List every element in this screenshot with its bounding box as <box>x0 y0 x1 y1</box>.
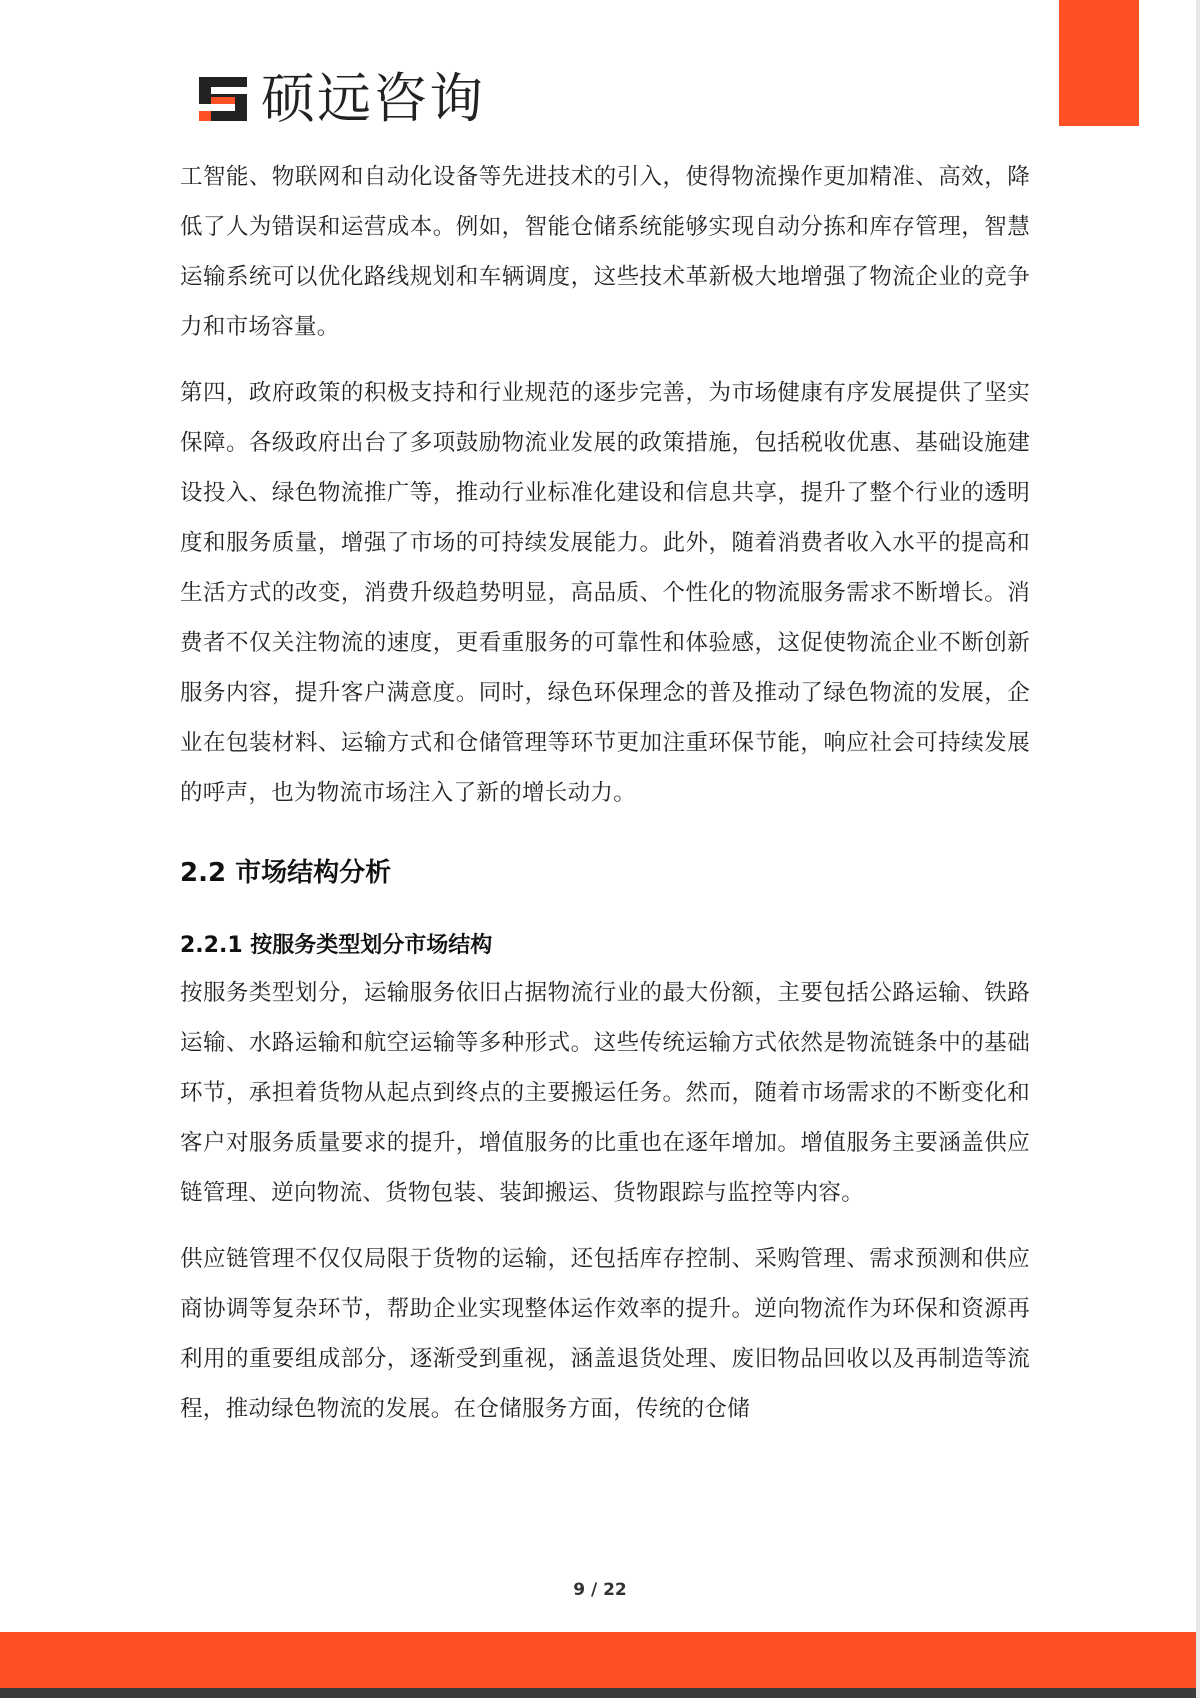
brand-name: 硕远咨询 <box>261 67 485 130</box>
page-number: 9 / 22 <box>573 1580 627 1600</box>
body-paragraph: 第四，政府政策的积极支持和行业规范的逐步完善，为市场健康有序发展提供了坚实保障。各级政府出台了多项鼓励物流业发展的政策措施，包括税收优惠、基础设施建设投入、绿色物流推广等，推动行业标准化建设和信息共享，提升了整个行业的透明度和服务质量，增强了市场的可持续发展能力。此外，随着消费者收入水平的提高和生活方式的改变，消费升级趋势明显，高品质、个性化的物流服务需求不断增长。消费者不仅关注物流的速度，更看重服务的可靠性和体验感，这促使物流企业不断创新服务内容，提升客户满意度。同时，绿色环保理念的普及推动了绿色物流的发展，企业在包装材料、运输方式和仓储管理等环节更加注重环保节能，响应社会可持续发展的呼声，也为物流市场注入了新的增长动力。 <box>180 380 1030 806</box>
subsection-heading: 2.2.1 按服务类型划分市场结构 <box>180 933 493 958</box>
corner-accent-tab <box>1059 0 1139 126</box>
body-paragraph: 按服务类型划分，运输服务依旧占据物流行业的最大份额，主要包括公路运输、铁路运输、水路运输和航空运输等多种形式。这些传统运输方式依然是物流链条中的基础环节，承担着货物从起点到终点的主要搬运任务。然而，随着市场需求的不断变化和客户对服务质量要求的提升，增值服务的比重也在逐年增加。增值服务主要涵盖供应链管理、逆向物流、货物包装、装卸搬运、货物跟踪与监控等内容。 <box>180 980 1030 1206</box>
brand-logo <box>195 68 485 130</box>
viewer-right-edge <box>1196 0 1200 1698</box>
section-heading: 2.2 市场结构分析 <box>180 858 392 888</box>
viewer-bottom-edge <box>0 1688 1200 1698</box>
document-body <box>180 152 1030 1434</box>
body-paragraph: 供应链管理不仅仅局限于货物的运输，还包括库存控制、采购管理、需求预测和供应商协调等复杂环节，帮助企业实现整体运作效率的提升。逆向物流作为环保和资源再利用的重要组成部分，逐渐受到重视，涵盖退货处理、废旧物品回收以及再制造等流程，推动绿色物流的发展。在仓储服务方面，传统的仓储 <box>180 1246 1030 1422</box>
s-logo-icon <box>195 73 251 125</box>
footer-accent-bar <box>0 1632 1200 1688</box>
body-paragraph: 工智能、物联网和自动化设备等先进技术的引入，使得物流操作更加精准、高效，降低了人为错误和运营成本。例如，智能仓储系统能够实现自动分拣和库存管理，智慧运输系统可以优化路线规划和车辆调度，这些技术革新极大地增强了物流企业的竞争力和市场容量。 <box>180 164 1030 340</box>
